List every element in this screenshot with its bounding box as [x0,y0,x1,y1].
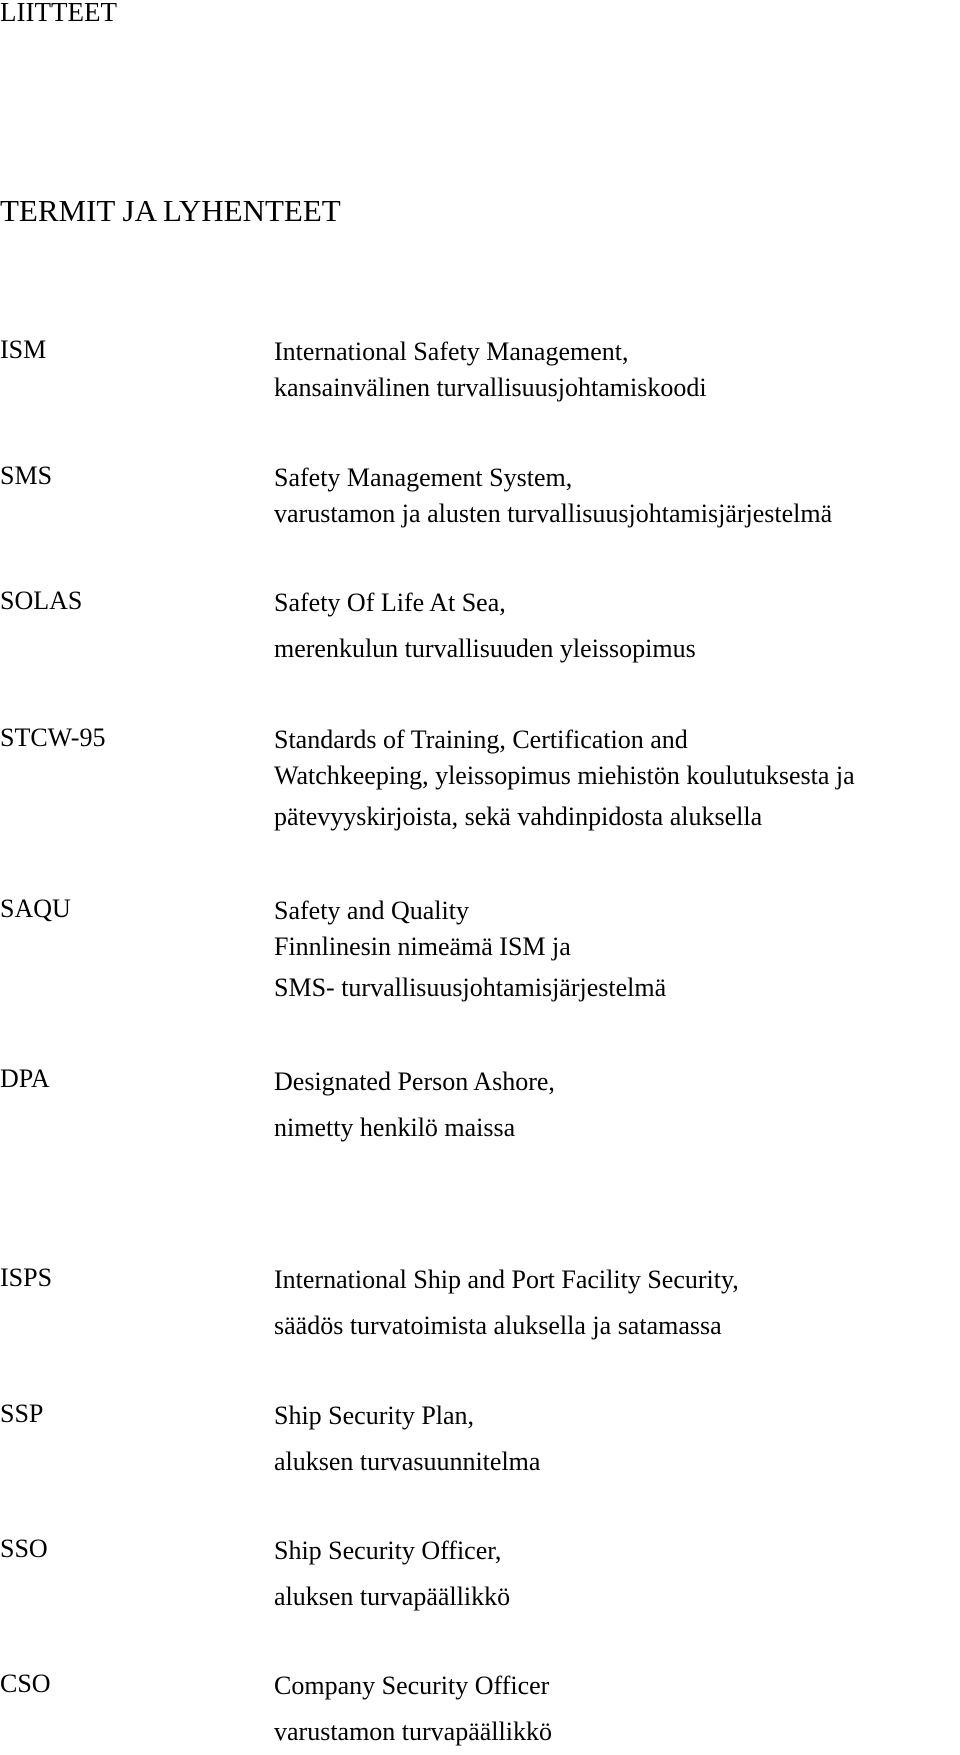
definition-line: säädös turvatoimista aluksella ja satamassa [274,1311,722,1340]
definition-line: varustamon turvapäällikkö [274,1717,552,1746]
definition-line: Finnlinesin nimeämä ISM ja [274,932,571,961]
section-title: TERMIT JA LYHENTEET [0,193,341,228]
term-definition [274,460,960,532]
term-definition [274,1257,960,1349]
term-definition [274,1059,960,1151]
definition-line: pätevyyskirjoista, sekä vahdinpidosta aluksella [274,802,763,831]
definition-line: Designated Person Ashore, [274,1067,555,1096]
term-definition [274,1528,960,1620]
definition-line: Company Security Officer [274,1671,550,1700]
term-definition [274,334,960,406]
definition-line: Safety Management System, [274,463,573,492]
definition-line: Ship Security Plan, [274,1401,475,1430]
term-definition [274,893,960,1006]
definition-line: varustamon ja alusten turvallisuusjohtamisjärjestelmä [274,499,833,528]
definition-line: Safety and Quality [274,896,469,925]
definition-line: Watchkeeping, yleissopimus miehistön koulutuksesta ja [274,761,855,790]
definition-line: International Safety Management, [274,337,629,366]
term-abbreviation: ISPS [0,1263,53,1292]
term-abbreviation: SOLAS [0,586,83,615]
term-abbreviation: STCW-95 [0,723,106,752]
definition-line: Standards of Training, Certification and [274,725,688,754]
term-abbreviation: SMS [0,461,53,490]
term-definition [274,580,960,672]
definition-line: aluksen turvasuunnitelma [274,1447,541,1476]
page-title: LIITTEET [0,0,117,27]
definition-line: International Ship and Port Facility Security, [274,1265,739,1294]
definition-line: SMS- turvallisuusjohtamisjärjestelmä [274,973,667,1002]
definition-line: aluksen turvapäällikkö [274,1582,511,1611]
definition-line: Ship Security Officer, [274,1536,502,1565]
term-definition [274,1663,960,1755]
term-abbreviation: SAQU [0,894,71,923]
term-abbreviation: ISM [0,335,47,364]
term-definition [274,722,960,835]
definition-line: nimetty henkilö maissa [274,1113,516,1142]
definition-line: merenkulun turvallisuuden yleissopimus [274,634,696,663]
term-abbreviation: DPA [0,1064,50,1093]
term-abbreviation: CSO [0,1669,51,1698]
definition-line: kansainvälinen turvallisuusjohtamiskoodi [274,373,707,402]
definition-line: Safety Of Life At Sea, [274,588,506,617]
term-abbreviation: SSP [0,1399,44,1428]
term-abbreviation: SSO [0,1534,48,1563]
term-definition [274,1393,960,1485]
